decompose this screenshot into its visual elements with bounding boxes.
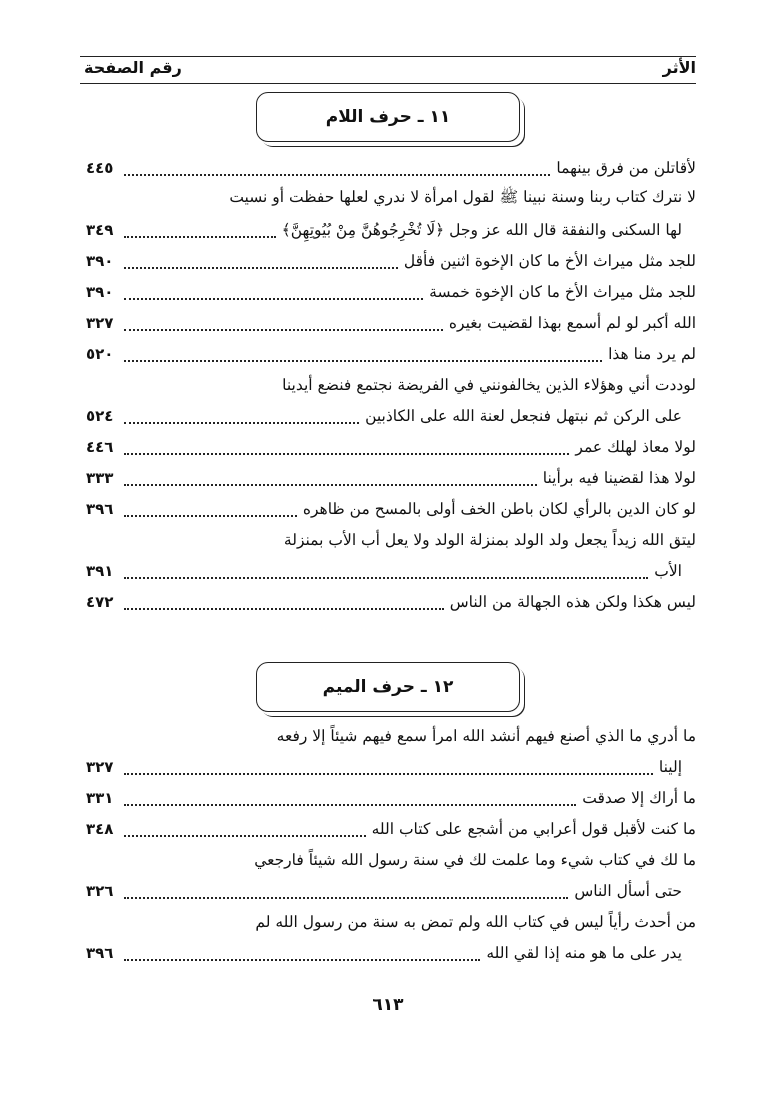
dot-leader xyxy=(124,474,537,486)
header-rule xyxy=(80,83,696,84)
index-entry-line xyxy=(80,906,696,937)
entry-page-number: ٣٢٦ xyxy=(86,881,114,900)
dot-leader xyxy=(124,887,568,899)
dot-leader xyxy=(124,763,653,775)
entry-text: لا نترك كتاب ربنا وسنة نبينا ﷺ لقول امرأة لا ندري لعلها حفظت أو نسيت xyxy=(229,188,696,206)
dot-leader xyxy=(124,567,648,579)
index-entry-line xyxy=(80,586,696,617)
dot-leader xyxy=(124,505,297,517)
index-entry-line xyxy=(80,183,696,214)
entry-text: لو كان الدين بالرأي لكان باطن الخف أولى بالمسح من ظاهره xyxy=(302,499,696,518)
entry-page-number: ٣٩٠ xyxy=(86,251,114,270)
index-entry-line xyxy=(80,555,696,586)
index-entry-line xyxy=(80,152,696,183)
entry-page-number: ٥٢٠ xyxy=(86,344,114,363)
index-entry-line xyxy=(80,307,696,338)
entry-page-number: ٣٩١ xyxy=(86,561,114,580)
dot-leader xyxy=(124,412,359,424)
entry-text: لولا معاذ لهلك عمر xyxy=(575,437,696,456)
entry-text: على الركن ثم نبتهل فنجعل لعنة الله على الكاذبين xyxy=(365,406,682,425)
index-entry-line xyxy=(80,844,696,875)
index-entry-line xyxy=(80,782,696,813)
dot-leader xyxy=(124,949,480,961)
dot-leader xyxy=(124,598,444,610)
page-number: ٦١٣ xyxy=(372,995,404,1015)
index-entry-line xyxy=(80,493,696,524)
entry-text: لم يرد منا هذا xyxy=(608,344,696,363)
entry-list xyxy=(80,152,696,617)
entry-text: للجد مثل ميراث الأخ ما كان الإخوة اثنين فأقل xyxy=(403,251,696,270)
entry-page-number: ٣٤٩ xyxy=(86,220,114,239)
index-entry-line xyxy=(80,214,696,245)
entry-text: ما كنت لأقبل قول أعرابي من أشجع على كتاب الله xyxy=(371,819,696,838)
entry-text: من أحدث رأياً ليس في كتاب الله ولم تمض به سنة من رسول الله لم xyxy=(255,912,696,931)
top-rule xyxy=(80,56,696,57)
section-title-box: ١٢ ـ حرف الميم xyxy=(256,662,520,712)
index-entry-line xyxy=(80,245,696,276)
entry-text: لوددت أني وهؤلاء الذين يخالفونني في الفريضة نجتمع فنضع أيدينا xyxy=(282,375,696,394)
dot-leader xyxy=(124,319,443,331)
dot-leader xyxy=(124,164,550,176)
index-entry-line xyxy=(80,937,696,968)
entry-page-number: ٤٤٦ xyxy=(86,437,114,456)
entry-text: للجد مثل ميراث الأخ ما كان الإخوة خمسة xyxy=(429,282,696,301)
index-entry-line xyxy=(80,369,696,400)
entry-text: ليس هكذا ولكن هذه الجهالة من الناس xyxy=(449,592,696,611)
dot-leader xyxy=(124,794,576,806)
entry-page-number: ٤٧٢ xyxy=(86,592,114,611)
entry-text: الأب xyxy=(654,561,682,580)
index-entry-line xyxy=(80,524,696,555)
entry-list xyxy=(80,720,696,968)
entry-text: لها السكنى والنفقة قال الله عز وجل ﴿لَا تُخْرِجُوهُنَّ مِنْ بُيُوتِهِنَّ﴾ xyxy=(281,220,682,239)
dot-leader xyxy=(124,350,602,362)
entry-text: ليتق الله زيداً يجعل ولد الولد بمنزلة الولد ولا يعل أب الأب بمنزلة xyxy=(283,530,696,549)
document-page xyxy=(80,50,696,1050)
column-header-athar: الأثر xyxy=(662,58,696,77)
entry-page-number: ٣٩٦ xyxy=(86,499,114,518)
entry-page-number: ٣٢٧ xyxy=(86,313,114,332)
entry-page-number: ٣٩٠ xyxy=(86,282,114,301)
entry-text: ما لك في كتاب شيء وما علمت لك في سنة رسول الله شيئاً فارجعي xyxy=(254,850,696,869)
section-header xyxy=(80,662,696,712)
index-entry-line xyxy=(80,431,696,462)
entry-page-number: ٥٢٤ xyxy=(86,406,114,425)
entry-text: لولا هذا لقضينا فيه برأينا xyxy=(542,468,696,487)
entry-text: ما أراك إلا صدقت xyxy=(582,788,696,807)
entry-text: الله أكبر لو لم أسمع بهذا لقضيت بغيره xyxy=(448,313,696,332)
dot-leader xyxy=(124,257,398,269)
entry-text: يدر على ما هو منه إذا لقي الله xyxy=(486,943,682,962)
index-entry-line xyxy=(80,276,696,307)
entry-page-number: ٤٤٥ xyxy=(86,158,114,177)
dot-leader xyxy=(124,226,276,238)
entry-page-number: ٣٤٨ xyxy=(86,819,114,838)
section-title-box: ١١ ـ حرف اللام xyxy=(256,92,520,142)
entry-page-number: ٣٣٣ xyxy=(86,468,114,487)
entry-text: ما أدري ما الذي أصنع فيهم أنشد الله امرأ سمع فيهم شيئاً إلا رفعه xyxy=(276,726,696,745)
dot-leader xyxy=(124,443,569,455)
index-entry-line xyxy=(80,813,696,844)
entry-page-number: ٣٣١ xyxy=(86,788,114,807)
index-entry-line xyxy=(80,400,696,431)
entry-text: إلينا xyxy=(658,757,682,776)
entry-text: لأقاتلن من فرق بينهما xyxy=(556,158,696,177)
index-entry-line xyxy=(80,751,696,782)
entry-page-number: ٣٩٦ xyxy=(86,943,114,962)
index-entry-line xyxy=(80,720,696,751)
index-entry-line xyxy=(80,875,696,906)
index-entry-line xyxy=(80,338,696,369)
entry-page-number: ٣٢٧ xyxy=(86,757,114,776)
index-entry-line xyxy=(80,462,696,493)
dot-leader xyxy=(124,825,366,837)
column-header-page-number: رقم الصفحة xyxy=(84,58,182,77)
section-header xyxy=(80,92,696,142)
entry-text: حتى أسأل الناس xyxy=(574,881,682,900)
dot-leader xyxy=(124,288,423,300)
